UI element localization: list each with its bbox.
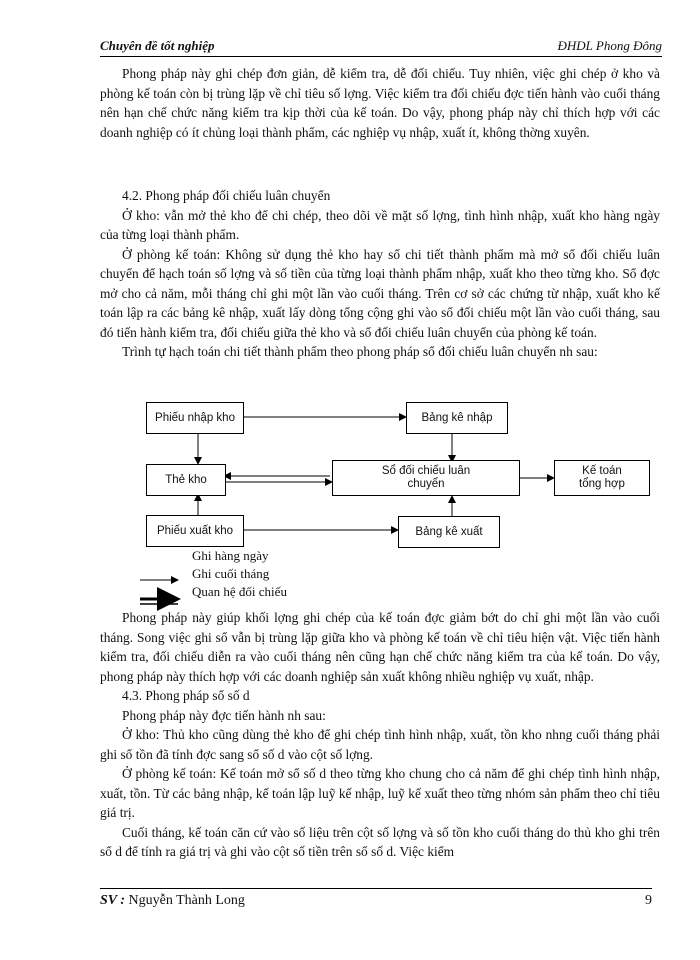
box-ke-toan-tong-hop: Kế toán tổng hợp — [554, 460, 650, 496]
section-4-2-title: 4.2. Phong pháp đối chiếu luân chuyển — [122, 188, 331, 203]
flow-diagram — [100, 390, 660, 620]
section-4-2-accounting: Ở phòng kế toán: Không sử dụng thẻ kho hay sổ chi tiết thành phẩm mà mở sổ đối chiếu luân chuyển để hạch toán số lợng và số tiền của từng loại thành phẩm nhập, xuất kho theo từng kho. Sổ đợc mở cho cả năm, mỗi tháng chỉ ghi một lần vào cuối tháng. Trên cơ sở các chứng từ nhập, xuất kho kế toán lập ra các bảng kê nhập, xuất lấy dòng tổng cộng ghi vào sổ đối chiếu một lần vào cuối tháng, sau đó tiến hành kiểm tra, đối chiếu giữa thẻ kho và sổ đối chiếu luân chuyển của phòng kế toán. — [100, 246, 660, 340]
box-the-kho: Thẻ kho — [146, 464, 226, 496]
legend-reconcile: Quan hệ đối chiếu — [192, 584, 287, 599]
footer-label: SV : — [100, 893, 126, 908]
section-4-3-intro: Phong pháp này đợc tiến hành nh sau: — [122, 707, 326, 723]
header-school: ĐHDL Phong Đông — [557, 38, 662, 53]
section-4-3-accounting: Ở phòng kế toán: Kế toán mở sổ số d theo từng kho chung cho cả năm để ghi chép tình hình nhập, xuất, tồn. Từ các bảng nhập, kế toán lập luỹ kế nhập, luỹ kế xuất theo từng nhóm sản phẩm theo chỉ tiêu giá trị. — [100, 766, 660, 820]
box-phieu-xuat-kho: Phiếu xuất kho — [146, 515, 244, 547]
section-4-2-warehouse: Ở kho: vẫn mở thẻ kho để chi chép, theo dõi về mặt số lợng, tình hình nhập, xuất kho hàng ngày của từng loại thành phẩm. — [100, 207, 660, 242]
box-so-doi-chieu: Sổ đối chiếu luân chuyển — [332, 460, 520, 496]
section-4-3-title: 4.3. Phong pháp sổ số d — [122, 688, 250, 703]
footer-author-name: Nguyễn Thành Long — [128, 893, 245, 908]
box-bang-ke-nhap: Bảng kê nhập — [406, 402, 508, 434]
paragraph-after-diagram: Phong pháp này giúp khối lợng ghi chép của kế toán đợc giảm bớt do chỉ ghi một lần vào cuối tháng. Song việc ghi sổ vẫn bị trùng lặp giữa kho và phòng kế toán về chỉ tiêu hiện vật. Việc tiến hành kiểm tra, đối chiếu diễn ra vào cuối tháng nên cũng hạn chế chức năng kiểm tra của kế toán. Do vậy, phong pháp này thích hợp với các doanh nghiệp sản xuất không nhiều nghiệp vụ xuất, nhập. — [100, 610, 660, 684]
footer-author — [100, 893, 245, 909]
header-title: Chuyên đề tốt nghiệp — [100, 38, 215, 53]
page-header — [100, 38, 662, 57]
section-4-3-warehouse: Ở kho: Thủ kho cũng dùng thẻ kho để ghi chép tình hình nhập, xuất, tồn kho nhng cuối tháng phải ghi sổ tồn đã tính đợc sang sổ số d vào cột số lợng. — [100, 727, 660, 762]
section-4-3-month-end: Cuối tháng, kế toán căn cứ vào số liệu trên cột số lợng và số tồn kho cuối tháng do thủ kho ghi trên sổ d để tính ra giá trị và ghi vào cột số tiền trên sổ số d. Việc kiểm — [100, 824, 660, 859]
section-4-2-sequence: Trình tự hạch toán chi tiết thành phẩm theo phong pháp sổ đối chiếu luân chuyển nh sau: — [122, 344, 598, 359]
section-4-2 — [100, 186, 660, 362]
legend-monthly: Ghi cuối tháng — [192, 566, 270, 581]
paragraph-method-summary: Phong pháp này ghi chép đơn giản, dễ kiểm tra, dễ đối chiếu. Tuy nhiên, việc ghi chép ở kho và phòng kế toán còn bị trùng lặp về chỉ tiêu số lợng. Việc kiểm tra đối chiếu đợc tiến hành vào cuối tháng nên hạn chế chức năng kiểm tra kịp thời của kế toán. Do vậy, phong pháp này chỉ thích hợp với các doanh nghiệp có ít chủng loại thành phẩm, các nghiệp vụ nhập, xuất ít, không thờng xuyên. — [100, 66, 660, 140]
intro-paragraph-block — [100, 64, 660, 142]
box-phieu-nhap-kho: Phiếu nhập kho — [146, 402, 244, 434]
page-number: 9 — [645, 893, 652, 908]
page-footer — [100, 888, 652, 913]
box-bang-ke-xuat: Bảng kê xuất — [398, 516, 500, 548]
section-4-3-block — [100, 608, 660, 862]
legend-daily: Ghi hàng ngày — [192, 548, 269, 563]
